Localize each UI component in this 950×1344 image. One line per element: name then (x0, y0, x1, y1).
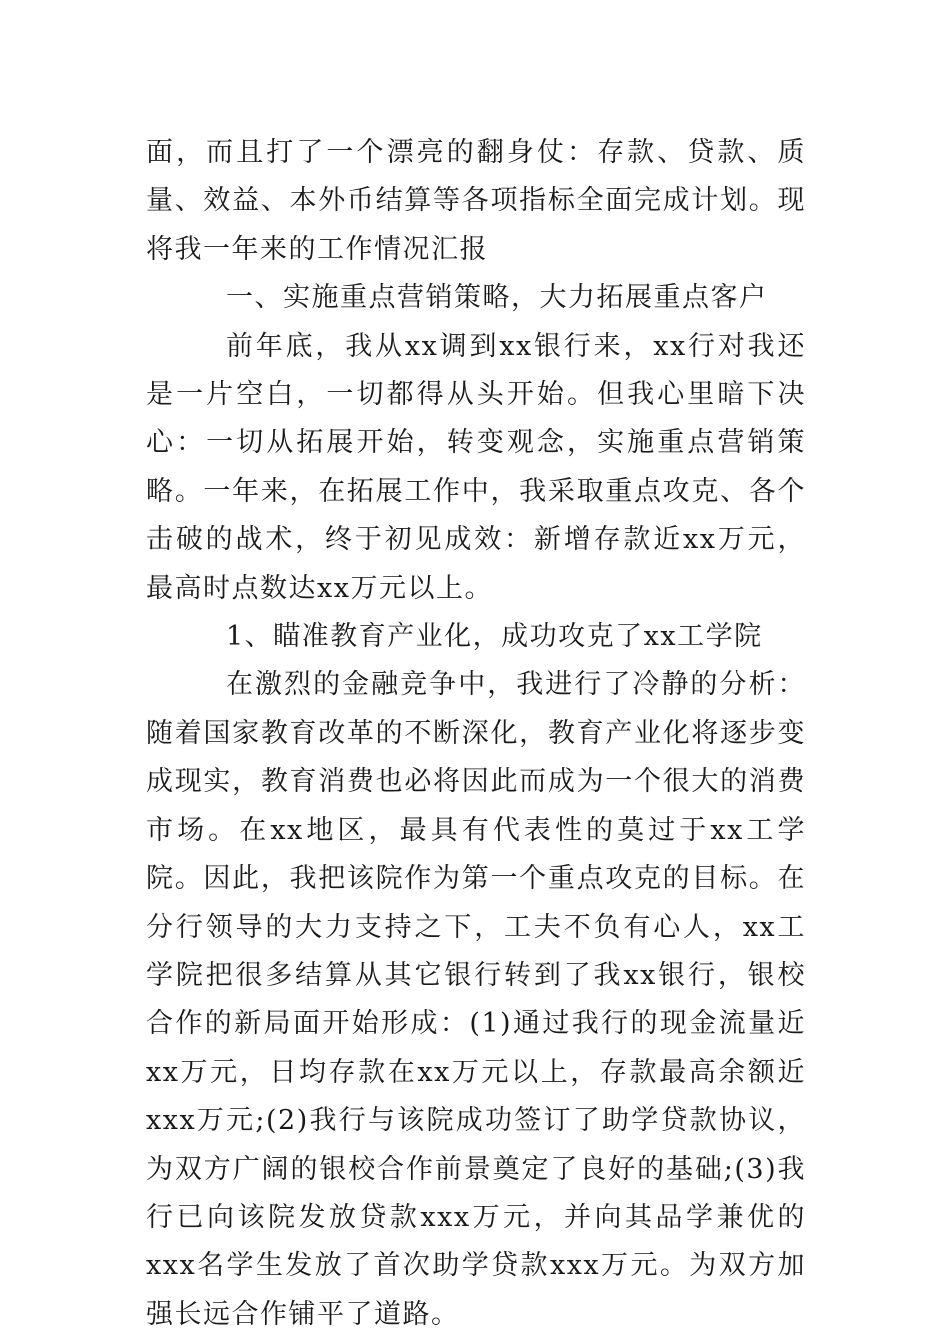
paragraph: 在激烈的金融竞争中，我进行了冷静的分析：随着国家教育改革的不断深化，教育产业化将逐步变成现实，教育消费也必将因此而成为一个很大的消费市场。在xx地区，最具有代表性的莫过于xx工学院。因此，我把该院作为第一个重点攻克的目标。在分行领导的大力支持之下，工夫不负有心人，xx工学院把很多结算从其它银行转到了我xx银行，银校合作的新局面开始形成：(1)通过我行的现金流量近xx万元，日均存款在xx万元以上，存款最高余额近xxx万元;(2)我行与该院成功签订了助学贷款协议，为双方广阔的银校合作前景奠定了良好的基础;(3)我行已向该院发放贷款xxx万元，并向其品学兼优的xxx名学生发放了首次助学贷款xxx万元。为双方加强长远合作铺平了道路。 (146, 669, 806, 1330)
paragraph: 前年底，我从xx调到xx银行来，xx行对我还是一片空白，一切都得从头开始。但我心里暗下决心：一切从拓展开始，转变观念，实施重点营销策略。一年来，在拓展工作中，我采取重点攻克、各个击破的战术，终于初见成效：新增存款近xx万元，最高时点数达xx万元以上。 (146, 330, 806, 604)
subsection-heading: 1、瞄准教育产业化，成功攻克了xx工学院 (226, 621, 763, 653)
document-body (146, 129, 806, 1339)
section-heading: 一、实施重点营销策略，大力拓展重点客户 (226, 282, 768, 314)
paragraph-continuation: 面，而且打了一个漂亮的翻身仗：存款、贷款、质量、效益、本外币结算等各项指标全面完成计划。现将我一年来的工作情况汇报 (146, 137, 806, 265)
